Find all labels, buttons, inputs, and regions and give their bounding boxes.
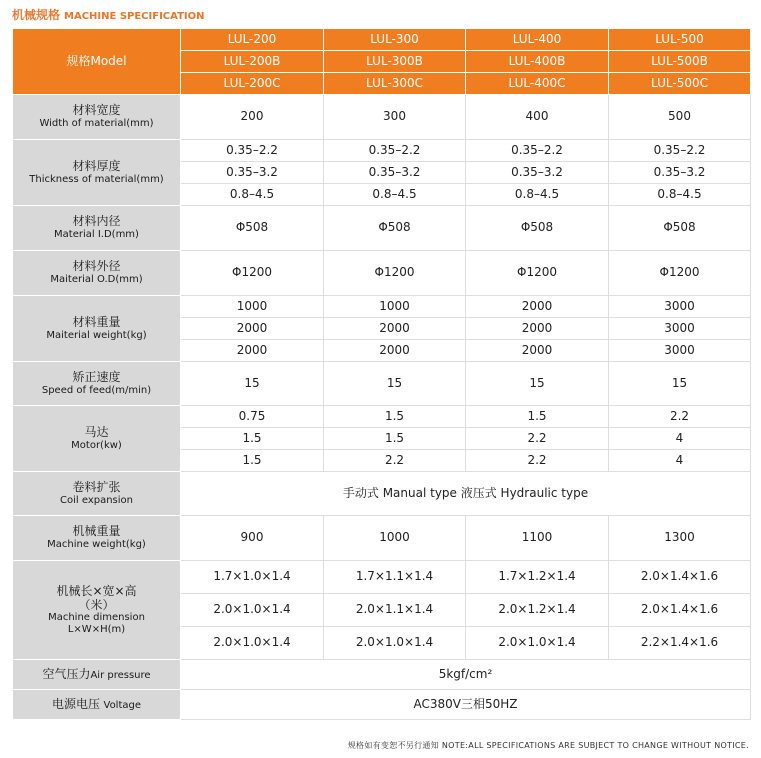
- value-cell: 15: [466, 362, 609, 406]
- value-cell: Φ1200: [466, 251, 609, 296]
- value-cell: 1.5: [181, 428, 324, 450]
- row-motor: [13, 406, 751, 428]
- value-cell: 3000: [609, 318, 751, 340]
- value-cell: 0.35–3.2: [466, 162, 609, 184]
- value-cell: 15: [609, 362, 751, 406]
- value-cell: 1.5: [181, 450, 324, 472]
- row-label: 电源电压 Voltage: [13, 690, 181, 720]
- value-cell: 1100: [466, 516, 609, 561]
- page-title: [12, 6, 205, 23]
- value-cell: 3000: [609, 296, 751, 318]
- row-label: 材料厚度 Thickness of material(mm): [13, 140, 181, 206]
- title-cn: 机械规格: [12, 8, 61, 22]
- value-cell: 2000: [324, 340, 466, 362]
- value-cell: 2.0×1.4×1.6: [609, 561, 751, 594]
- row-label: 材料宽度 Width of material(mm): [13, 95, 181, 140]
- value-cell: 400: [466, 95, 609, 140]
- value-cell: 0.35–2.2: [324, 140, 466, 162]
- value-cell: 5kgf/cm²: [181, 660, 751, 690]
- value-cell: 1.7×1.0×1.4: [181, 561, 324, 594]
- model-cell: LUL-300C: [324, 73, 466, 95]
- model-cell: LUL-500B: [609, 51, 751, 73]
- value-cell: 2.0×1.1×1.4: [324, 594, 466, 627]
- model-label: 规格Model: [13, 29, 181, 95]
- value-cell: 2000: [181, 340, 324, 362]
- row-label: 空气压力Air pressure: [13, 660, 181, 690]
- footnote: 规格如有变恕不另行通知 NOTE:ALL SPECIFICATIONS ARE SUBJECT TO CHANGE WITHOUT NOTICE.: [347, 741, 749, 750]
- value-cell: 0.35–3.2: [181, 162, 324, 184]
- value-cell: 2.0×1.0×1.4: [324, 627, 466, 660]
- row-label: 机械重量 Machine weight(kg): [13, 516, 181, 561]
- value-cell: 0.35–2.2: [466, 140, 609, 162]
- value-cell: Φ508: [324, 206, 466, 251]
- value-cell: 手动式 Manual type 液压式 Hydraulic type: [181, 472, 751, 516]
- row-label: 矫正速度 Speed of feed(m/min): [13, 362, 181, 406]
- value-cell: 300: [324, 95, 466, 140]
- row-inner-diameter: [13, 206, 751, 251]
- value-cell: 0.8–4.5: [324, 184, 466, 206]
- value-cell: 2.0×1.4×1.6: [609, 594, 751, 627]
- value-cell: 2000: [466, 318, 609, 340]
- row-voltage: [13, 690, 751, 720]
- row-label: 机械长×宽×高 （米） Machine dimension L×W×H(m): [13, 561, 181, 660]
- row-label: 材料重量 Maiterial weight(kg): [13, 296, 181, 362]
- row-speed: [13, 362, 751, 406]
- value-cell: 500: [609, 95, 751, 140]
- value-cell: 4: [609, 428, 751, 450]
- value-cell: 2.0×1.0×1.4: [466, 627, 609, 660]
- value-cell: Φ1200: [609, 251, 751, 296]
- title-en: MACHINE SPECIFICATION: [64, 11, 205, 22]
- value-cell: 2000: [466, 296, 609, 318]
- value-cell: Φ1200: [181, 251, 324, 296]
- value-cell: Φ1200: [324, 251, 466, 296]
- row-label: 马达 Motor(kw): [13, 406, 181, 472]
- value-cell: AC380V三相50HZ: [181, 690, 751, 720]
- value-cell: 2000: [181, 318, 324, 340]
- model-cell: LUL-300: [324, 29, 466, 51]
- model-cell: LUL-300B: [324, 51, 466, 73]
- value-cell: 1000: [324, 516, 466, 561]
- value-cell: 0.35–2.2: [181, 140, 324, 162]
- row-outer-diameter: [13, 251, 751, 296]
- row-label: 材料外径 Maiterial O.D(mm): [13, 251, 181, 296]
- value-cell: 2.0×1.0×1.4: [181, 627, 324, 660]
- value-cell: 2.2: [609, 406, 751, 428]
- value-cell: 1.5: [466, 406, 609, 428]
- value-cell: 2.0×1.0×1.4: [181, 594, 324, 627]
- value-cell: 1.7×1.1×1.4: [324, 561, 466, 594]
- row-coil-expansion: [13, 472, 751, 516]
- value-cell: Φ508: [466, 206, 609, 251]
- model-cell: LUL-400C: [466, 73, 609, 95]
- model-cell: LUL-400: [466, 29, 609, 51]
- row-air-pressure: [13, 660, 751, 690]
- row-material-weight: [13, 296, 751, 318]
- value-cell: 15: [324, 362, 466, 406]
- value-cell: 0.35–3.2: [609, 162, 751, 184]
- row-dimension: [13, 561, 751, 594]
- model-cell: LUL-200: [181, 29, 324, 51]
- row-label: 材料内径 Material I.D(mm): [13, 206, 181, 251]
- value-cell: 1.7×1.2×1.4: [466, 561, 609, 594]
- value-cell: 15: [181, 362, 324, 406]
- value-cell: 2.2: [466, 450, 609, 472]
- value-cell: 2000: [324, 318, 466, 340]
- value-cell: Φ508: [609, 206, 751, 251]
- model-cell: LUL-200B: [181, 51, 324, 73]
- specification-table: [12, 28, 751, 720]
- value-cell: 1000: [324, 296, 466, 318]
- value-cell: 1000: [181, 296, 324, 318]
- value-cell: 0.75: [181, 406, 324, 428]
- value-cell: 200: [181, 95, 324, 140]
- header-row: [13, 29, 751, 51]
- row-machine-weight: [13, 516, 751, 561]
- value-cell: 1.5: [324, 406, 466, 428]
- model-cell: LUL-500: [609, 29, 751, 51]
- value-cell: 2000: [466, 340, 609, 362]
- value-cell: 2.0×1.2×1.4: [466, 594, 609, 627]
- row-thickness: [13, 140, 751, 162]
- model-cell: LUL-400B: [466, 51, 609, 73]
- row-width: [13, 95, 751, 140]
- value-cell: 4: [609, 450, 751, 472]
- value-cell: 1300: [609, 516, 751, 561]
- value-cell: 0.8–4.5: [181, 184, 324, 206]
- model-cell: LUL-500C: [609, 73, 751, 95]
- row-label: 卷料扩张 Coil expansion: [13, 472, 181, 516]
- value-cell: Φ508: [181, 206, 324, 251]
- value-cell: 2.2×1.4×1.6: [609, 627, 751, 660]
- value-cell: 1.5: [324, 428, 466, 450]
- value-cell: 0.35–3.2: [324, 162, 466, 184]
- value-cell: 2.2: [466, 428, 609, 450]
- value-cell: 0.35–2.2: [609, 140, 751, 162]
- value-cell: 0.8–4.5: [466, 184, 609, 206]
- value-cell: 3000: [609, 340, 751, 362]
- value-cell: 0.8–4.5: [609, 184, 751, 206]
- value-cell: 2.2: [324, 450, 466, 472]
- value-cell: 900: [181, 516, 324, 561]
- model-cell: LUL-200C: [181, 73, 324, 95]
